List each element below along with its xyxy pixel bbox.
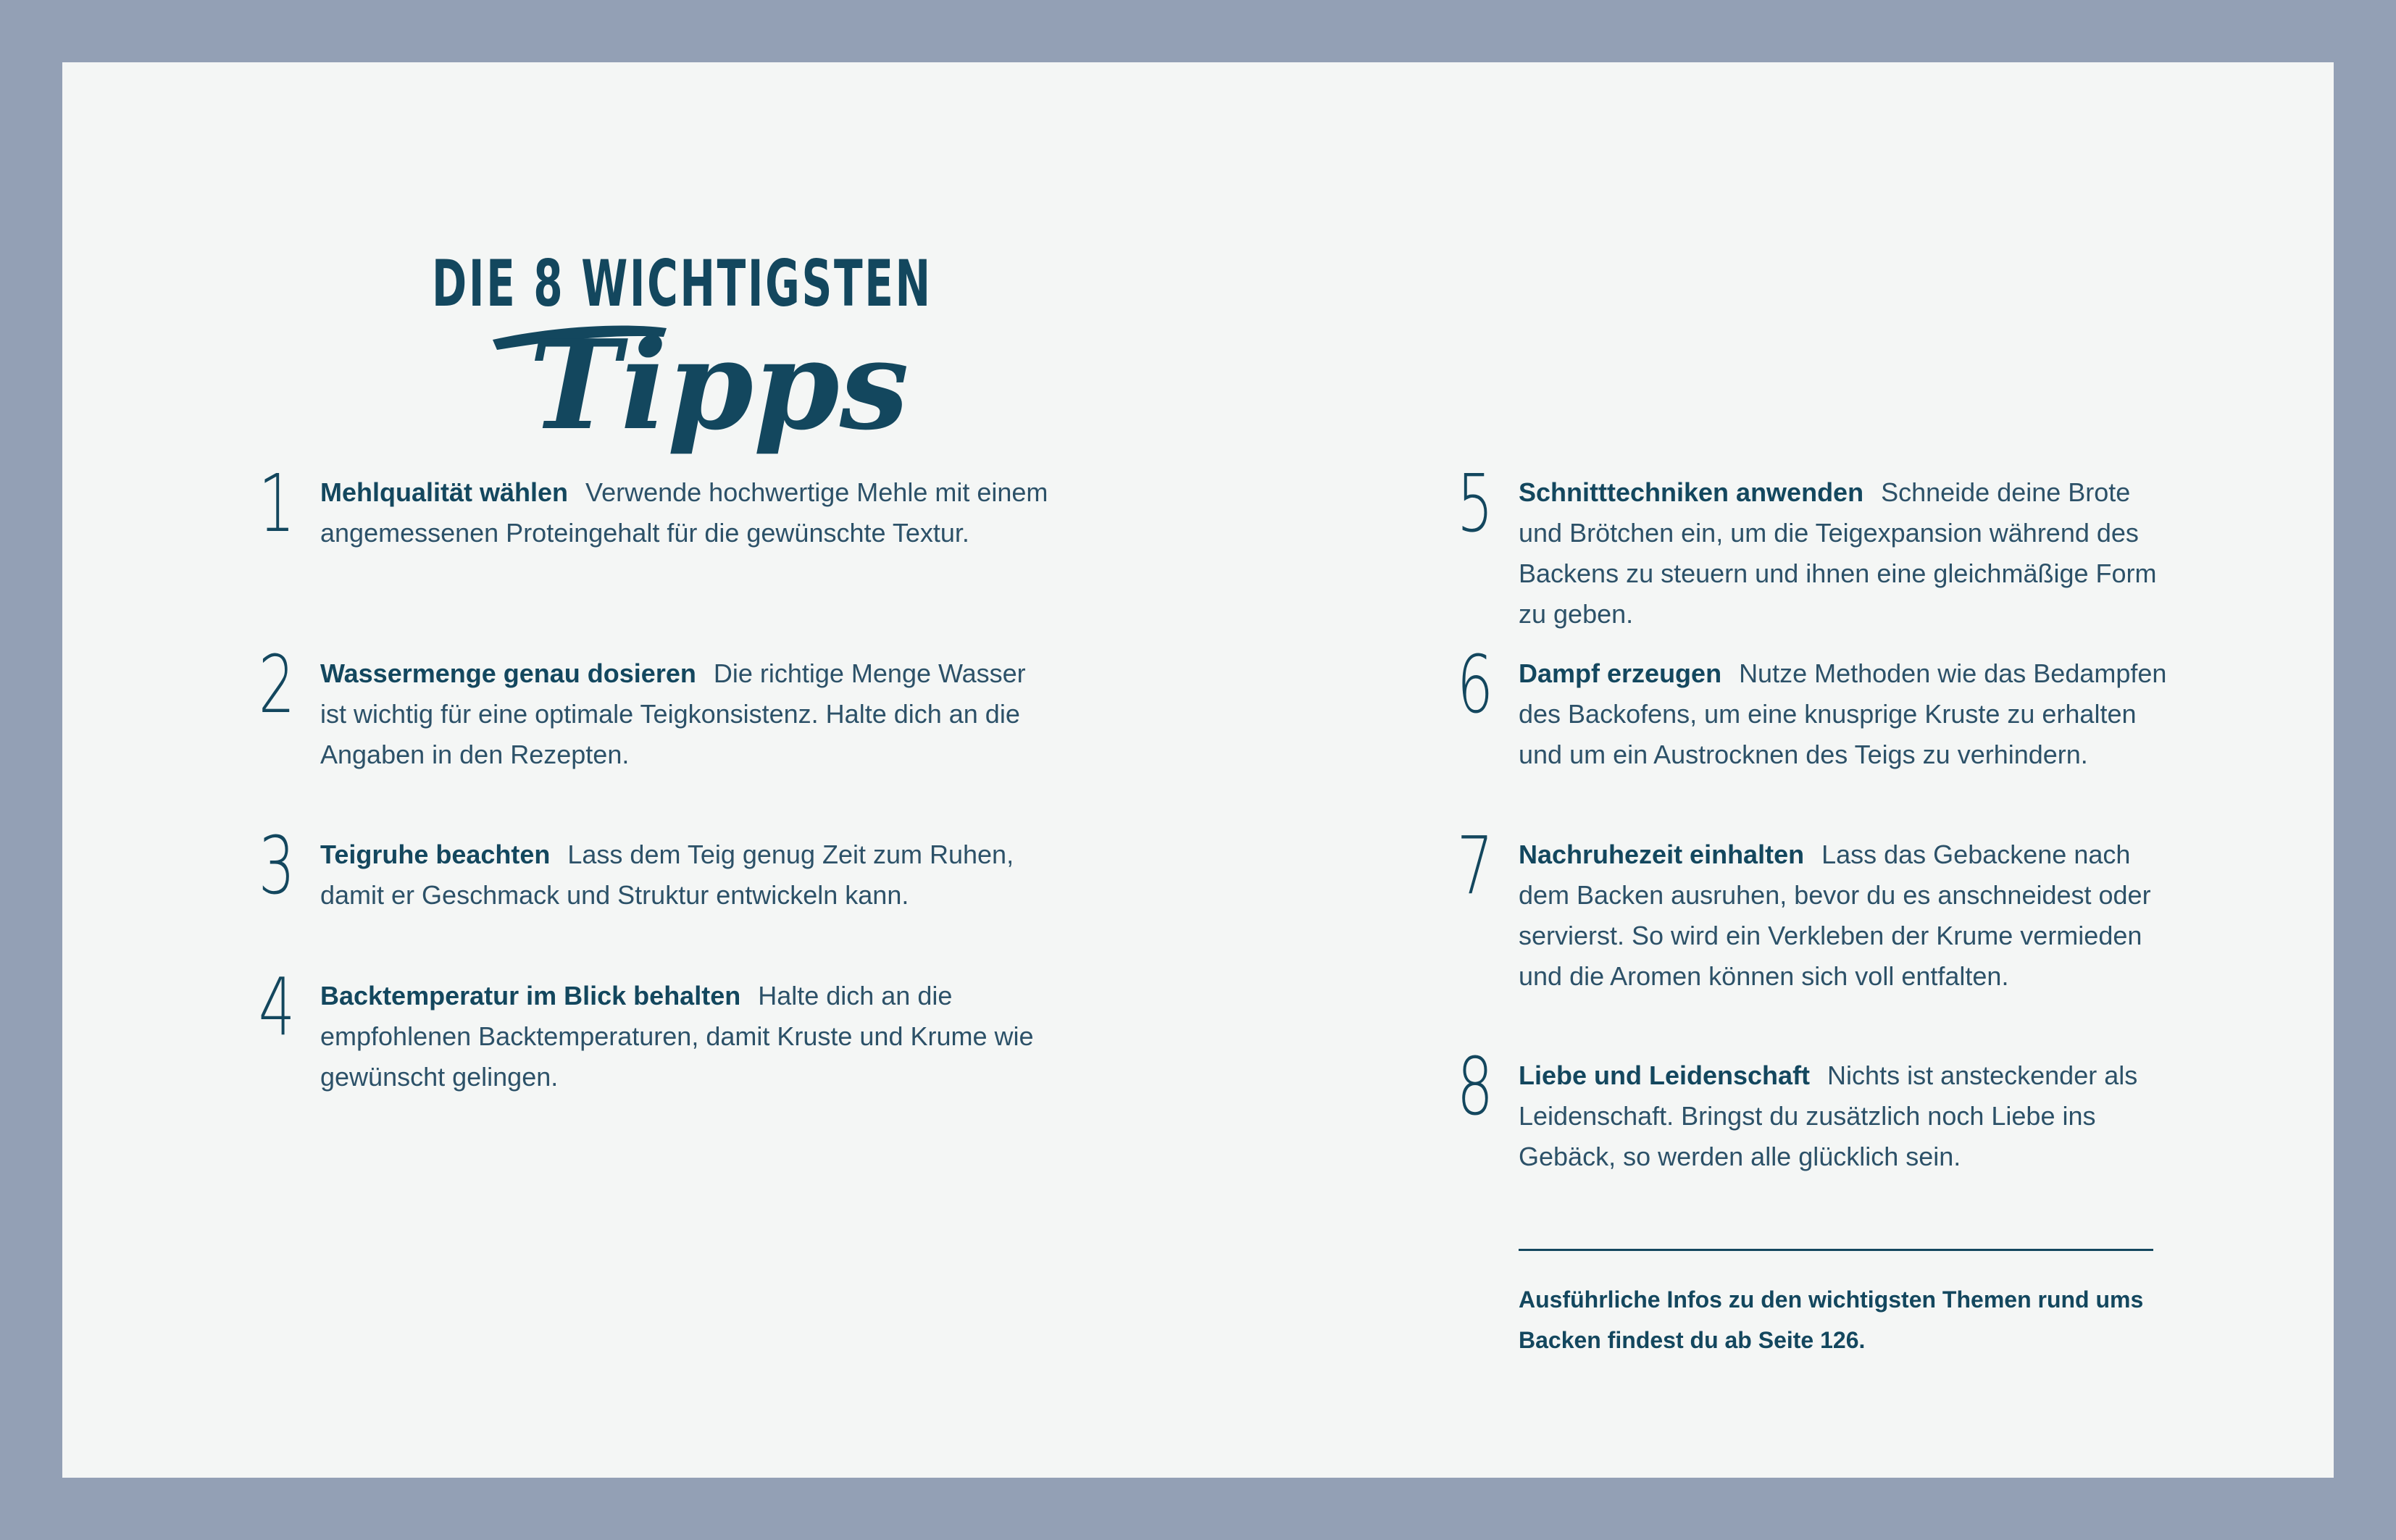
tip-description: Verwende hochwertige Mehle mit einem angemessenen Proteingehalt für die gewünschte Textur. [320, 477, 1048, 548]
tip-title: Teigruhe beachten [320, 840, 551, 869]
tip-title: Wassermenge genau dosieren [320, 658, 696, 688]
tip-number: 6 [1456, 638, 1494, 731]
tip-body [1519, 472, 2171, 635]
tip-number: 8 [1456, 1040, 1494, 1133]
tipps-script-text: Tipps [529, 313, 909, 458]
title-script-lettering [485, 312, 909, 458]
tip-title: Mehlqualität wählen [320, 477, 569, 507]
tip-title: Dampf erzeugen [1519, 658, 1722, 688]
tip-title: Liebe und Leidenschaft [1519, 1060, 1811, 1090]
tip-body [320, 976, 1052, 1097]
tip-number: 3 [258, 819, 296, 912]
tip-description: Lass das Gebackene nach dem Backen ausruhen, bevor du es anschneidest oder servierst. So wird ein Verkleben der Krume vermieden und die Aromen können sich voll entfalten. [1519, 840, 2151, 991]
title-heading: DIE 8 WICHTIGSTEN [432, 246, 932, 321]
tip-item-4 [258, 961, 1052, 1097]
tip-number: 1 [258, 457, 296, 550]
tip-title: Schnitttechniken anwenden [1519, 477, 1864, 507]
tip-title: Nachruhezeit einhalten [1519, 840, 1805, 869]
tip-item-5 [1456, 457, 2171, 635]
tip-description: Nichts ist ansteckender als Leidenschaft. Bringst du zusätzlich noch Liebe ins Gebäck, so werden alle glücklich sein. [1519, 1060, 2138, 1171]
tip-number: 2 [258, 638, 296, 731]
tip-description: Die richtige Menge Wasser ist wichtig für eine optimale Teigkonsistenz. Halte dich an die Angaben in den Rezepten. [320, 658, 1026, 769]
tip-item-1 [258, 457, 1052, 553]
tip-number: 4 [258, 961, 296, 1053]
tip-description: Nutze Methoden wie das Bedampfen des Backofens, um eine knusprige Kruste zu erhalten und um ein Austrocknen des Teigs zu verhindern. [1519, 658, 2167, 769]
footnote: Ausführliche Infos zu den wichtigsten Themen rund ums Backen findest du ab Seite 126. [1519, 1286, 2144, 1353]
page [62, 62, 2334, 1478]
tip-description: Schneide deine Brote und Brötchen ein, um die Teigexpansion während des Backens zu steuern und ihnen eine gleichmäßige Form zu geben. [1519, 477, 2157, 629]
tip-title: Backtemperatur im Blick behalten [320, 981, 741, 1010]
tip-number: 5 [1456, 457, 1494, 550]
footnote-divider [1519, 1249, 2153, 1251]
tip-item-6 [1456, 638, 2171, 775]
tip-description: Lass dem Teig genug Zeit zum Ruhen, damit er Geschmack und Struktur entwickeln kann. [320, 840, 1014, 910]
tip-body [1519, 1055, 2171, 1177]
tip-body [320, 472, 1052, 553]
tip-number: 7 [1456, 819, 1494, 912]
tip-item-2 [258, 638, 1052, 775]
tip-description: Halte dich an die empfohlenen Backtemperaturen, damit Kruste und Krume wie gewünscht gelingen. [320, 981, 1034, 1092]
tipps-lettering-graphic [485, 312, 909, 458]
tip-body [320, 653, 1052, 775]
tip-item-8 [1456, 1040, 2171, 1177]
tip-body [1519, 653, 2171, 775]
tip-body [320, 834, 1052, 916]
tip-item-7 [1456, 819, 2171, 997]
tip-item-3 [258, 819, 1052, 916]
page-title [370, 185, 932, 475]
tip-body [1519, 834, 2171, 997]
